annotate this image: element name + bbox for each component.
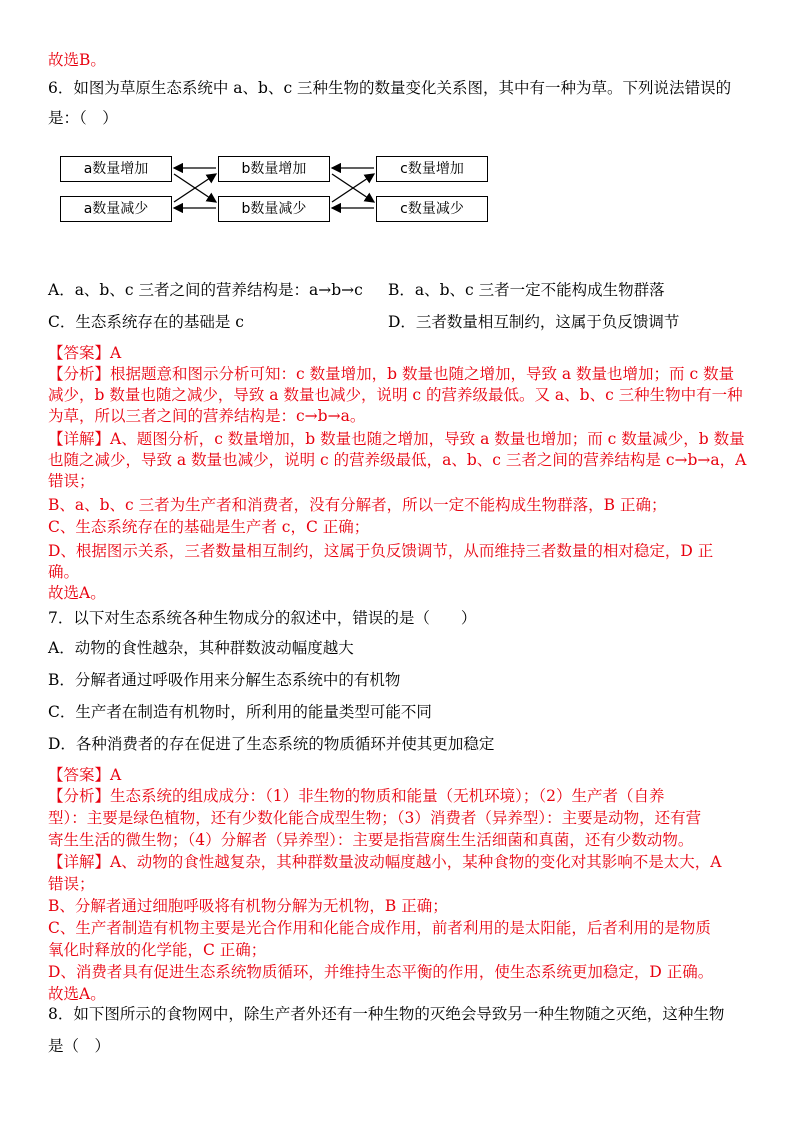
- q7-detail-line: C、生产者制造有机物主要是光合作用和化能合成作用，前者利用的是太阳能，后者利用的是物质: [48, 919, 711, 937]
- q7-detail-line: 错误；: [48, 875, 95, 893]
- q7-option-c[interactable]: C．生产者在制造有机物时，所利用的能量类型可能不同: [48, 703, 432, 721]
- q8-stem-line-1: 8．如下图所示的食物网中，除生产者外还有一种生物的灭绝会导致另一种生物随之灭绝，这种生物: [48, 1005, 725, 1023]
- q6-detail-line: 也随之减少，导致 a 数量也减少，说明 c 的营养级最低，a、b、c 三者之间的营养结构是 c→b→a，A: [48, 451, 747, 469]
- population-change-diagram: [60, 150, 500, 230]
- q7-detail-line: 氧化时释放的化学能，C 正确；: [48, 941, 267, 959]
- q6-analysis-line: 减少，b 数量也随之减少，导致 a 数量也减少，说明 c 的营养级最低。又 a、b、c 三种生物中有一种: [48, 386, 743, 404]
- q6-option-c[interactable]: C．生态系统存在的基础是 c: [48, 313, 244, 331]
- q6-analysis-line: 【分析】根据题意和图示分析可知：c 数量增加，b 数量也随之增加，导致 a 数量也增加；而 c 数量: [48, 365, 735, 383]
- q6-analysis-line: 为草，所以三者之间的营养结构是：c→b→a。: [48, 407, 366, 425]
- q7-detail-line: D、消费者具有促进生态系统物质循环，并维持生态平衡的作用，使生态系统更加稳定，D 正确。: [48, 963, 714, 981]
- q7-analysis-line: 型）：主要是绿色植物，还有少数化能合成型生物；（3）消费者（异养型）：主要是动物，还有营: [48, 809, 702, 827]
- q6-answer: 【答案】A: [48, 344, 122, 362]
- box-c-increase: c数量增加: [376, 156, 488, 182]
- q6-detail-line: C、生态系统存在的基础是生产者 c，C 正确；: [48, 518, 370, 536]
- q6-option-b[interactable]: B．a、b、c 三者一定不能构成生物群落: [388, 281, 665, 299]
- box-b-increase: b数量增加: [218, 156, 330, 182]
- q6-stem-line-1: 6．如图为草原生态系统中 a、b、c 三种生物的数量变化关系图，其中有一种为草。下列说法错误的: [48, 79, 732, 97]
- q7-detail-line: 【详解】A、动物的食性越复杂，其种群数量波动幅度越小，某种食物的变化对其影响不是太大，A: [48, 853, 722, 871]
- box-a-decrease: a数量减少: [60, 196, 172, 222]
- q6-option-a[interactable]: A．a、b、c 三者之间的营养结构是：a→b→c: [48, 281, 363, 299]
- q6-detail-line: 【详解】A、题图分析，c 数量增加，b 数量也随之增加，导致 a 数量也增加；而 c 数量减少，b 数量: [48, 430, 745, 448]
- q6-option-d[interactable]: D．三者数量相互制约，这属于负反馈调节: [388, 313, 680, 331]
- box-c-decrease: c数量减少: [376, 196, 488, 222]
- q7-detail-line: B、分解者通过细胞呼吸将有机物分解为无机物，B 正确；: [48, 897, 448, 915]
- prev-answer: 故选B。: [48, 51, 106, 69]
- q8-stem-line-2: 是（ ）: [48, 1037, 111, 1055]
- q7-option-d[interactable]: D．各种消费者的存在促进了生态系统的物质循环并使其更加稳定: [48, 735, 495, 753]
- q7-analysis-line: 寄生生活的微生物；（4）分解者（异养型）：主要是指营腐生生活细菌和真菌，还有少数动物。: [48, 831, 694, 849]
- q6-final-answer: 故选A。: [48, 584, 106, 602]
- q7-stem: 7．以下对生态系统各种生物成分的叙述中，错误的是（ ）: [48, 609, 477, 627]
- q6-detail-line: 确。: [48, 563, 80, 581]
- q7-option-a[interactable]: A．动物的食性越杂，其种群数波动幅度越大: [48, 639, 354, 657]
- q7-option-b[interactable]: B．分解者通过呼吸作用来分解生态系统中的有机物: [48, 671, 401, 689]
- q6-detail-line: 错误；: [48, 472, 95, 490]
- q7-analysis-line: 【分析】生态系统的组成成分：（1）非生物的物质和能量（无机环境）；（2）生产者（自养: [48, 787, 665, 805]
- box-a-increase: a数量增加: [60, 156, 172, 182]
- q6-detail-line: D、根据图示关系，三者数量相互制约，这属于负反馈调节，从而维持三者数量的相对稳定，D 正: [48, 542, 714, 560]
- q6-stem-line-2: 是：（ ）: [48, 109, 118, 127]
- q7-final-answer: 故选A。: [48, 985, 106, 1003]
- q6-detail-line: B、a、b、c 三者为生产者和消费者，没有分解者，所以一定不能构成生物群落，B 正确；: [48, 496, 667, 514]
- q7-answer: 【答案】A: [48, 766, 122, 784]
- box-b-decrease: b数量减少: [218, 196, 330, 222]
